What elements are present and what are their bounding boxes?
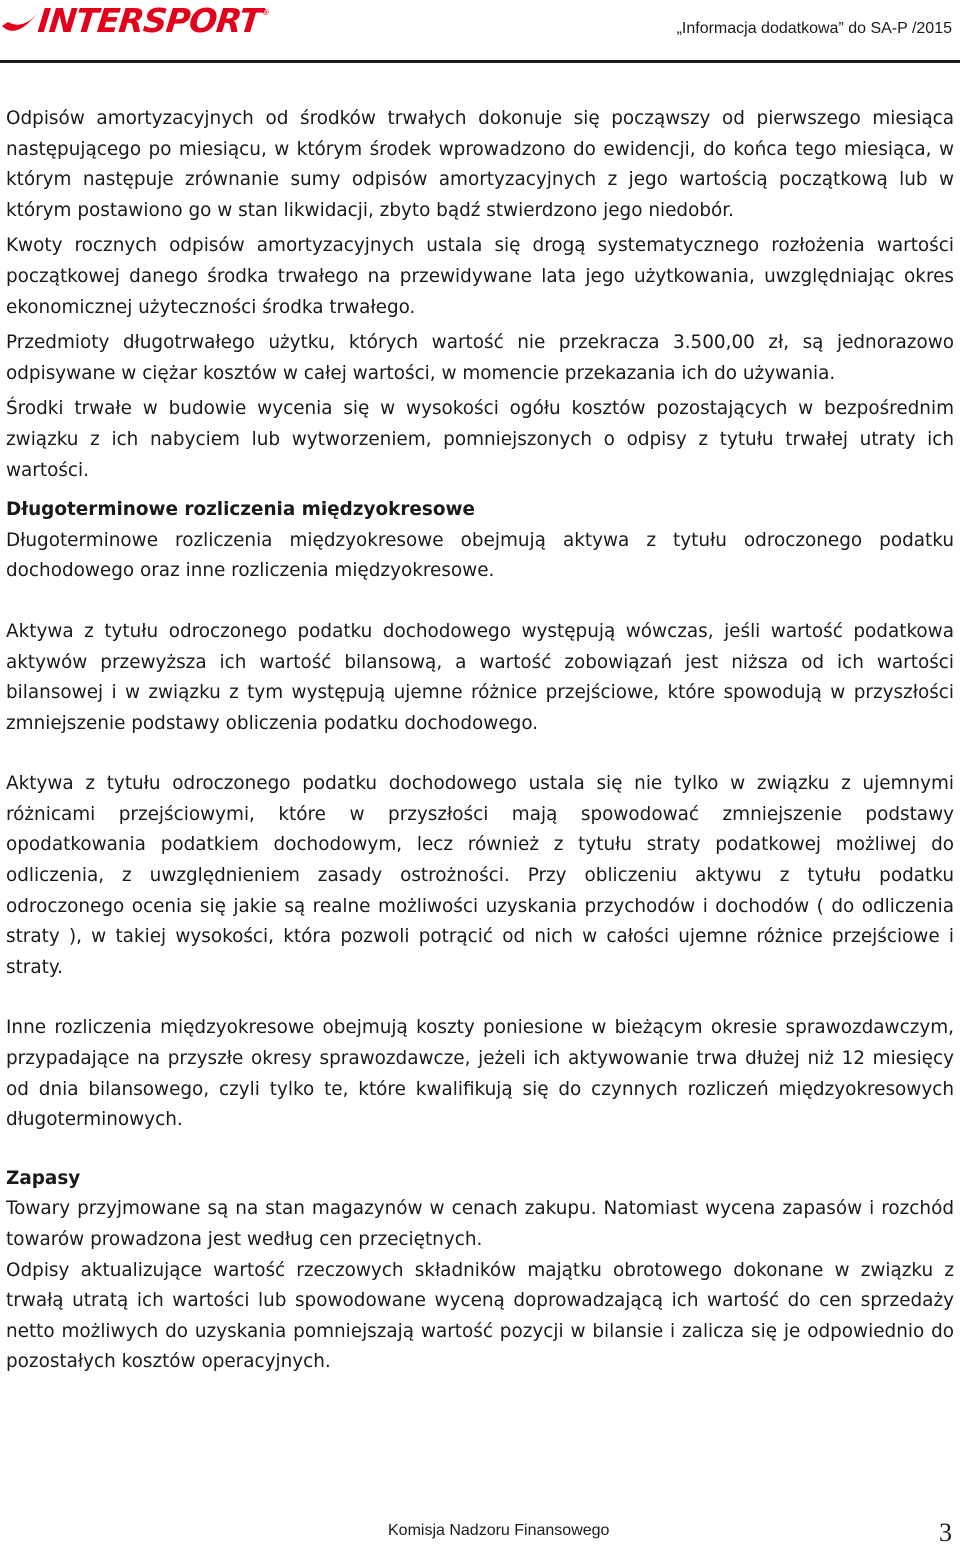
paragraph-deferred-tax-calculation: Aktywa z tytułu odroczonego podatku dochodowego ustala się nie tylko w związku z ujemnymi różnicami przejściowymi, które w przyszłości mają spowodować zmniejszenie podstawy opodatkowania podatkiem dochodowym, lecz również z tytułu straty podatkowej możliwej do odliczenia, z uwzględnieniem zasady ostrożności. Przy obliczeniu aktywu z tytułu podatku odroczonego ocenia się jakie są realne możliwości uzyskania przychodów i dochodów ( do odliczenia straty ), w takiej wysokości, która pozwoli potrącić od nich w całości ujemne różnice przejściowe i straty. <box>6 773 954 978</box>
page-header <box>0 0 960 64</box>
paragraph-deferred-tax-assets: Aktywa z tytułu odroczonego podatku dochodowego występują wówczas, jeśli wartość podatkowa aktywów przewyższa ich wartość bilansową, a wartość zobowiązań jest niższa od ich wartości bilansowej i w związku z tym występują ujemne różnice przejściowe, które spowodują w przyszłości zmniejszenie podstawy obliczenia podatku dochodowego. <box>6 620 954 734</box>
logo-wordmark: INTERSPORT <box>36 1 263 40</box>
paragraph-low-value-items: Przedmioty długotrwałego użytku, których wartość nie przekracza 3.500,00 zł, są jednorazowo odpisywane w ciężar kosztów w całej wartości, w momencie przekazania ich do używania. <box>6 332 954 384</box>
section-heading-inventory: Zapasy <box>6 1167 81 1189</box>
registered-mark: ® <box>261 8 270 17</box>
paragraph-depreciation-start: Odpisów amortyzacyjnych od środków trwałych dokonuje się począwszy od pierwszego miesiąca następującego po miesiącu, w którym środek wprowadzono do ewidencji, do końca tego miesiąca, w którym następuje zrównanie sumy odpisów amortyzacyjnych z jego wartością początkową lub w którym postawiono go w stan likwidacji, zbyto bądź stwierdzono jego niedobór. <box>6 108 954 221</box>
section-heading-long-term-accruals: Długoterminowe rozliczenia międzyokresowe <box>6 499 475 521</box>
paragraph-depreciation-amounts: Kwoty rocznych odpisów amortyzacyjnych ustala się drogą systematycznego rozłożenia wartości początkowej danego środka trwałego na przewidywane lata jego użytkowania, uwzględniając okres ekonomicznej użyteczności środka trwałego. <box>6 235 954 318</box>
document-title: „Informacja dodatkowa” do SA-P /2015 <box>676 20 952 37</box>
paragraph-inventory-valuation: Towary przyjmowane są na stan magazynów w cenach zakupu. Natomiast wycena zapasów i rozchód towarów prowadzona jest według cen przeciętnych. <box>6 1198 954 1250</box>
paragraph-inventory-write-downs: Odpisy aktualizujące wartość rzeczowych składników majątku obrotowego dokonane w związku z trwałą utratą ich wartości lub spowodowane wyceną doprowadzającą ich wartość do cen sprzedaży netto możliwych do uzyskania pomniejszają wartość pozycji w bilansie i zalicza się je odpowiednio do pozostałych kosztów operacyjnych. <box>6 1259 954 1373</box>
footer-organization: Komisja Nadzoru Finansowego <box>388 1522 610 1539</box>
paragraph-long-term-accruals: Długoterminowe rozliczenia międzyokresowe obejmują aktywa z tytułu odroczonego podatku dochodowego oraz inne rozliczenia międzyokresowe. <box>6 529 954 582</box>
intersport-logo <box>0 1 270 40</box>
document-body <box>6 104 954 1378</box>
header-divider <box>0 60 960 63</box>
paragraph-construction-in-progress: Środki trwałe w budowie wycenia się w wysokości ogółu kosztów pozostających w bezpośrednim związku z ich nabyciem lub wytworzeniem, pomniejszonych o odpisy z tytułu trwałej utraty ich wartości. <box>6 398 954 481</box>
page-number: 3 <box>939 1518 952 1547</box>
paragraph-other-accruals: Inne rozliczenia międzyokresowe obejmują koszty poniesione w bieżącym okresie sprawozdawczym, przypadające na przyszłe okresy sprawozdawcze, jeżeli ich aktywowanie trwa dłużej niż 12 miesięcy od dnia bilansowego, czyli tylko te, które kwalifikują się do czynnych rozliczeń międzyokresowych długoterminowych. <box>6 1017 954 1131</box>
